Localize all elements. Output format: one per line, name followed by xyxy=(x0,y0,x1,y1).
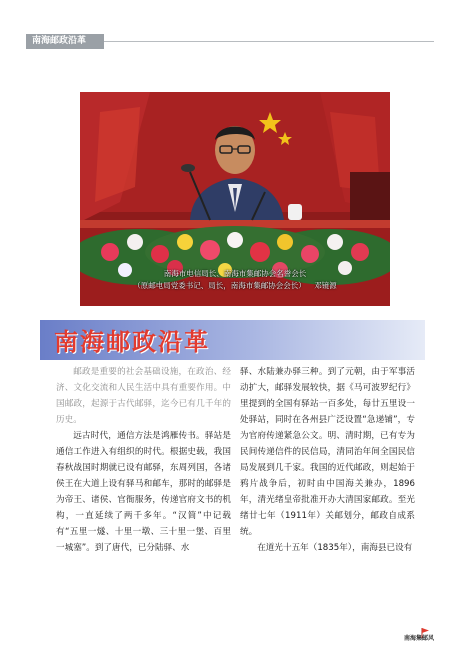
photo-caption-line2 xyxy=(80,280,390,291)
paragraph-text: 驿、水陆兼办驿三种。到了元朝，由于军事活动扩大，邮驿发展较快，据《马可波罗纪行》里提到的全国有驿站一百多处，每廿五里设一处驿站，同时在各州县广泛设置“急递铺”，专为官府传递紧急公文。明、清时期，已有专为民间传递信件的民信局，清同治年间全国民信局发展到几千家。我国的近代邮政，则起始于鸦片战争后，初时由中国海关兼办，1896年，清光绪皇帝批准开办大清国家邮政。至光绪廿七年（1911年）关邮划分，邮政自成系统。 xyxy=(240,367,415,537)
section-tag xyxy=(26,34,104,49)
caption-name: 邓镜源 xyxy=(314,281,337,290)
paragraph xyxy=(56,364,231,428)
paragraph-text: 远古时代，通信方法是鸿雁传书。驿站是通信工作进入有组织的时代。根据史载，我国春秋战国时期就已设有邮驿，东周列国，各诸侯王在大道上设有驿马和邮车，那时的邮驿是为帝王、诸侯、官衙服务，传递官府文书的机构，一直延续了两千多年。“汉简”中记载有“五里一燧、十里一墩、三十里一堡、百里一城塞”。到了唐代，已分陆驿、水 xyxy=(56,431,231,553)
caption-former-title: （原邮电局党委书记、局长，南海市集邮协会会长） xyxy=(133,281,306,290)
section-tag-label: 南海邮政沿革 xyxy=(32,36,87,46)
header-rule xyxy=(104,41,434,42)
speaker-photo xyxy=(80,92,390,306)
paragraph xyxy=(56,428,231,556)
footer-brand-mark: 南海集邮风 xyxy=(403,635,434,642)
paragraph-text: 在道光十五年（1835年），南海县已设有 xyxy=(257,543,413,553)
article-column-right xyxy=(240,364,415,556)
article-column-left xyxy=(56,364,231,556)
paragraph xyxy=(240,540,415,556)
paragraph-intro-text: 邮政是重要的社会基础设施，在政治、经济、文化交流和人民生活中具有重要作用。中国邮政，起源于古代邮驿，迄今已有几千年的历史。 xyxy=(56,367,231,425)
photo-caption-line1 xyxy=(80,268,390,279)
article-title: 南海邮政沿革 xyxy=(54,328,210,356)
paragraph-continued xyxy=(240,364,415,540)
caption-title: 南海市电信局长、南海市集邮协会名誉会长 xyxy=(163,269,307,278)
